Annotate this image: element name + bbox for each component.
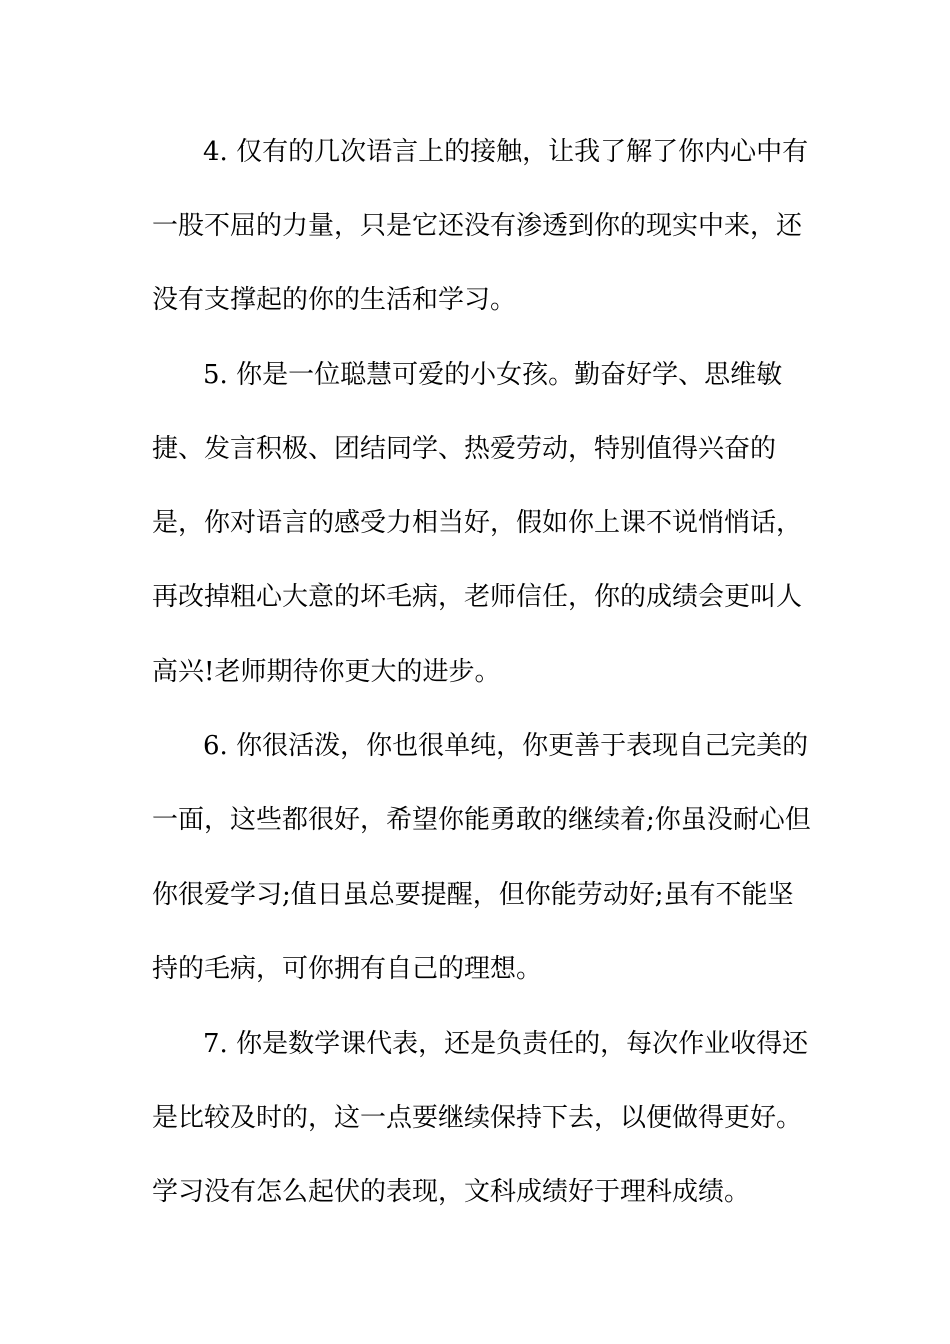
paragraph-line: 是比较及时的，这一点要继续保持下去，以便做得更好。: [152, 1103, 803, 1133]
paragraph-line: 4. 仅有的几次语言上的接触，让我了解了你内心中有: [203, 137, 809, 167]
paragraph-line: 高兴!老师期待你更大的进步。: [152, 657, 501, 687]
paragraph-line: 捷、发言积极、团结同学、热爱劳动，特别值得兴奋的: [152, 434, 777, 464]
paragraph-line: 没有支撑起的你的生活和学习。: [152, 285, 517, 315]
paragraph-line: 你很爱学习;值日虽总要提醒，但你能劳动好;虽有不能坚: [152, 880, 794, 910]
paragraph-line: 6. 你很活泼，你也很单纯，你更善于表现自己完美的: [203, 731, 809, 761]
paragraph-line: 持的毛病，可你拥有自己的理想。: [152, 954, 543, 984]
paragraph-line: 5. 你是一位聪慧可爱的小女孩。勤奋好学、思维敏: [203, 360, 783, 390]
paragraph-line: 7. 你是数学课代表，还是负责任的，每次作业收得还: [203, 1029, 809, 1059]
paragraph-line: 是，你对语言的感受力相当好，假如你上课不说悄悄话，: [152, 508, 803, 538]
paragraph-line: 学习没有怎么起伏的表现，文科成绩好于理科成绩。: [152, 1177, 751, 1207]
paragraph-line: 一股不屈的力量，只是它还没有渗透到你的现实中来，还: [152, 211, 803, 241]
paragraph-line: 一面，这些都很好，希望你能勇敢的继续着;你虽没耐心但: [152, 805, 811, 835]
paragraph-line: 再改掉粗心大意的坏毛病，老师信任，你的成绩会更叫人: [152, 582, 803, 612]
